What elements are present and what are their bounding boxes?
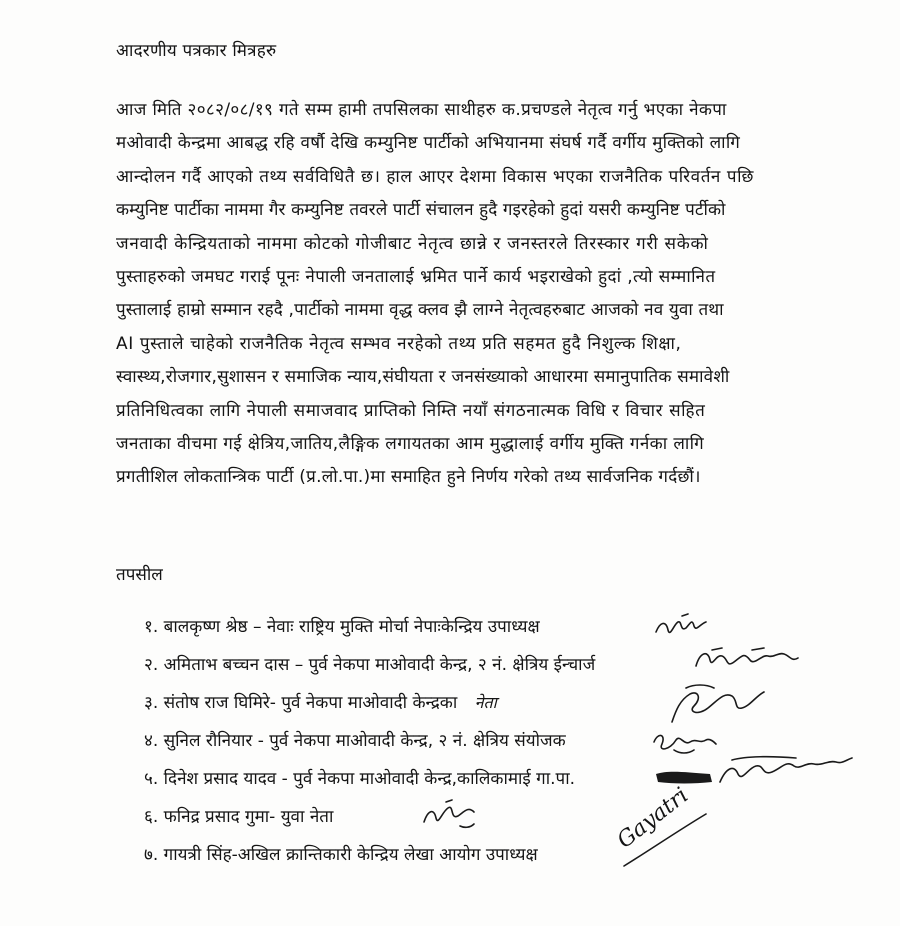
body-line: जनवादी केन्द्रियताको नाममा कोटको गोजीबाट नेतृत्व छान्ने र जनस्तरले तिरस्कार गरी सकेको [116,233,709,254]
body-line: पुस्ताहरुको जमघट गराई पूनः नेपाली जनतालाई भ्रमित पार्ने कार्य भइराखेको हुदां ,त्यो सम्मानित [116,266,716,287]
handwritten-role-note: नेता [474,693,497,712]
body-line: कम्युनिष्ट पार्टीका नाममा गैर कम्युनिष्ट तवरले पार्टी संचालन हुदै गइरहेको हुदां यसरी कम्युनिष्ट पर्टीको [116,200,726,221]
struck-out-ink [654,768,714,788]
handwritten-signature-text: Gayatri [612,783,694,854]
signature-underline [620,810,710,870]
signatory-item [144,764,595,802]
signatory-name-role: ७. गायत्री सिंह-अखिल क्रान्तिकारी केन्द्रिय लेखा आयोग उपाध्यक्ष [144,845,538,865]
handwritten-signature [650,724,720,758]
body-line: प्रतिनिधित्वका लागि नेपाली समाजवाद प्राप्तिको निम्ति नयाँ संगठनात्मक विधि र विचार सहित [116,400,706,421]
details-heading: तपसील [116,565,163,585]
letter-body [116,94,852,495]
body-line: स्वास्थ्य,रोजगार,सुशासन र समाजिक न्याय,संघीयता र जनसंख्याको आधारमा समानुपातिक समावेशी [116,367,730,388]
body-line: AI पुस्ताले चाहेको राजनैतिक नेतृत्व सम्भव नरहेको तथ्य प्रति सहमत हुदै निशुल्क शिक्षा, [116,333,682,354]
signatory-item [144,650,595,688]
signatory-item [144,688,595,726]
body-line: मओवादी केन्द्रमा आबद्ध रहि वर्षौ देखि कम्युनिष्ट पार्टीको अभियानमा संघर्ष गर्दै वर्गीय मुक्तिको लागि [116,133,741,154]
signatory-item [144,802,595,840]
body-line: जनताका वीचमा गई क्षेत्रिय,जातिय,लैङ्गिक लगायतका आम मुद्धालाई वर्गीय मुक्ति गर्नका लागि [116,433,705,454]
signatory-item [144,612,595,650]
signatory-name-role: ६. फनिद्र प्रसाद गुमा- युवा नेता [144,807,334,827]
body-line: आन्दोलन गर्दै आएको तथ्य सर्वविधितै छ। हाल आएर देशमा विकास भएका राजनैतिक परिवर्तन पछि [116,166,754,187]
handwritten-signature [664,682,774,728]
handwritten-signature [716,752,856,792]
handwritten-signature [420,796,480,832]
signatory-list [144,612,694,878]
handwritten-signature [652,610,712,642]
body-line: प्रगतीशिल लोकतान्त्रिक पार्टी (प्र.लो.पा.)मा समाहित हुने निर्णय गरेको तथ्य सार्वजनिक गर्दछौं। [116,467,701,488]
signatory-name-role: ५. दिनेश प्रसाद यादव - पुर्व नेकपा माओवादी केन्द्र,कालिकामाई गा.पा. [144,769,576,789]
body-line: पुस्तालाई हाम्रो सम्मान रहदै ,पार्टीको नाममा वृद्ध क्लव झै लाग्ने नेतृत्वहरुबाट आजको नव युवा तथा [116,300,724,321]
body-line: आज मिति २०८२/०८/१९ गते सम्म हामी तपसिलका साथीहरु क.प्रचण्डले नेतृत्व गर्नु भएका नेकपा [116,100,727,120]
signatory-name-role: १. बालकृष्ण श्रेष्ठ – नेवाः राष्ट्रिय मुक्ति मोर्चा नेपाःकेन्द्रिय उपाध्यक्ष [144,617,540,637]
signatory-name-role: ३. संतोष राज घिमिरे- पुर्व नेकपा माओवादी केन्द्रका [144,693,458,713]
signatory-name-role: २. अमिताभ बच्चन दास – पुर्व नेकपा माओवादी केन्द्र, २ नं. क्षेत्रिय ईन्चार्ज [144,655,596,675]
salutation: आदरणीय पत्रकार मित्रहरु [116,41,277,61]
handwritten-signature [692,642,802,678]
signatory-item [144,726,595,764]
signatory-name-role: ४. सुनिल रौनियार - पुर्व नेकपा माओवादी केन्द्र, २ नं. क्षेत्रिय संयोजक [144,731,566,751]
